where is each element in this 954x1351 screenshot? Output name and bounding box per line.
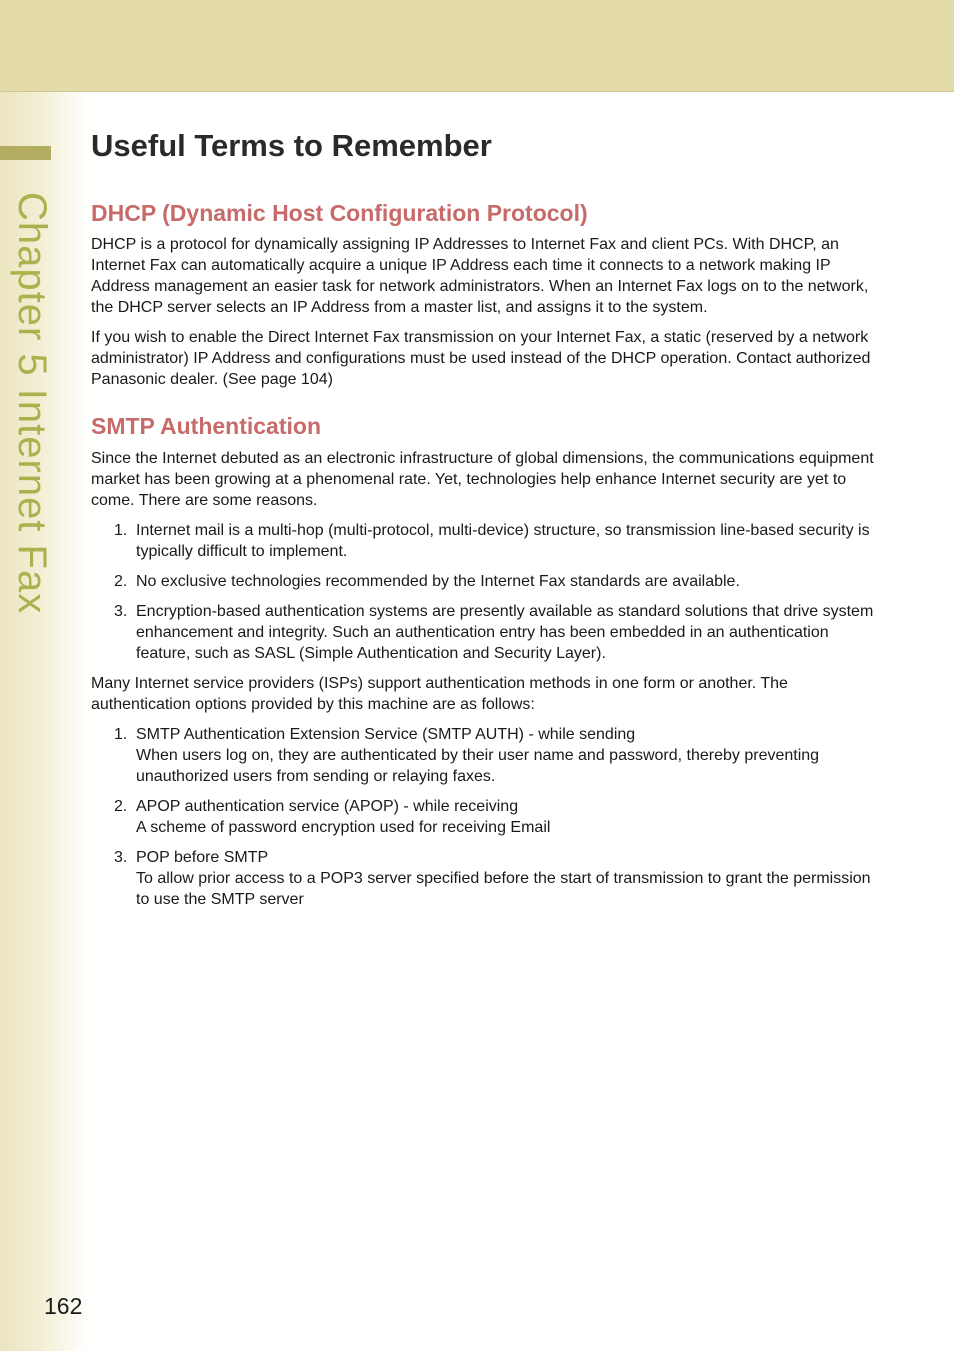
smtp-intro: Since the Internet debuted as an electronic infrastructure of global dimensions, the communications equipment market has been growing at a phenomenal rate. Yet, technologies help enhance Internet security are yet to come. There are some reasons. xyxy=(91,450,874,509)
list-item xyxy=(91,601,886,664)
list-number: 2. xyxy=(114,798,128,815)
method-detail: A scheme of password encryption used for receiving Email xyxy=(136,819,551,836)
list-text: No exclusive technologies recommended by the Internet Fax standards are available. xyxy=(136,573,740,590)
method-title: SMTP Authentication Extension Service (SMTP AUTH) - while sending xyxy=(136,726,636,743)
list-item xyxy=(91,520,886,562)
reasons-list xyxy=(91,520,886,664)
list-number: 1. xyxy=(114,726,128,743)
list-item xyxy=(91,847,886,910)
header-band xyxy=(0,0,954,92)
main-content xyxy=(91,126,886,919)
page-title: Useful Terms to Remember xyxy=(91,128,492,163)
chapter-label: Chapter 5 Internet Fax xyxy=(10,192,54,615)
method-title: APOP authentication service (APOP) - while receiving xyxy=(136,798,519,815)
list-number: 1. xyxy=(114,522,128,539)
methods-list xyxy=(91,724,886,910)
list-item xyxy=(91,571,886,592)
list-item xyxy=(91,796,886,838)
chapter-tab-marker xyxy=(0,146,51,160)
method-detail: To allow prior access to a POP3 server specified before the start of transmission to grant the permission to use the SMTP server xyxy=(136,870,871,908)
method-detail: When users log on, they are authenticated by their user name and password, thereby preventing unauthorized users from sending or relaying faxes. xyxy=(136,747,820,785)
methods-intro: Many Internet service providers (ISPs) support authentication methods in one form or another. The authentication options provided by this machine are as follows: xyxy=(91,675,788,713)
smtp-heading: SMTP Authentication xyxy=(91,413,321,439)
dhcp-paragraph: If you wish to enable the Direct Internet Fax transmission on your Internet Fax, a static (reserved by a network administrator) IP Address and configurations must be used instead of the DHCP operation. Contact authorized Panasonic dealer. (See page 104) xyxy=(91,329,871,388)
list-number: 3. xyxy=(114,849,128,866)
list-item xyxy=(91,724,886,787)
list-number: 2. xyxy=(114,573,128,590)
page-number: 162 xyxy=(44,1293,83,1319)
list-text: Encryption-based authentication systems are presently available as standard solutions that drive system enhancement and integrity. Such an authentication entry has been embedded in an authentication feature, such as SASL (Simple Authentication and Security Layer). xyxy=(136,603,874,662)
list-text: Internet mail is a multi-hop (multi-protocol, multi-device) structure, so transmission line-based security is typically difficult to implement. xyxy=(136,522,870,560)
method-title: POP before SMTP xyxy=(136,849,269,866)
dhcp-paragraph: DHCP is a protocol for dynamically assigning IP Addresses to Internet Fax and client PCs. With DHCP, an Internet Fax can automatically acquire a unique IP Address each time it connects to a network making IP Address management an easier task for network administrators. When an Internet Fax logs on to the network, the DHCP server selects an IP Address from a master list, and assigns it to the system. xyxy=(91,236,869,316)
list-number: 3. xyxy=(114,603,128,620)
dhcp-heading: DHCP (Dynamic Host Configuration Protocol) xyxy=(91,200,588,226)
